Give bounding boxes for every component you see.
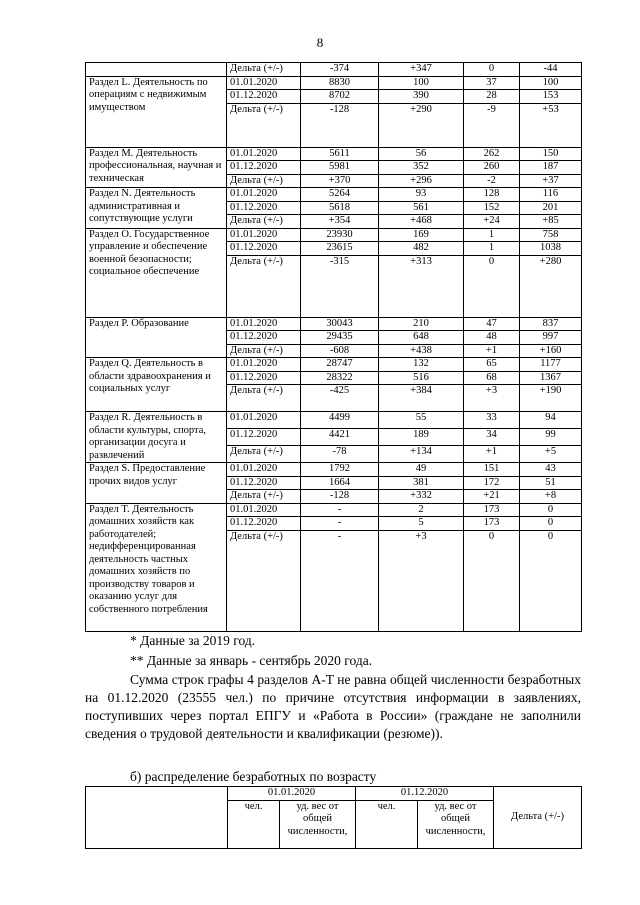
cell-value: +3 — [379, 530, 464, 631]
cell-value: +5 — [520, 446, 582, 463]
row-label: 01.12.2020 — [227, 161, 301, 175]
cell-value: 260 — [464, 161, 520, 175]
cell-value: -9 — [464, 103, 520, 147]
cell-value: -425 — [301, 385, 379, 412]
age-table-header-row — [86, 787, 582, 801]
footnote-2019: * Данные за 2019 год. — [130, 633, 256, 648]
cell-value: 29435 — [301, 331, 379, 345]
table-row — [86, 317, 582, 331]
row-label: 01.01.2020 — [227, 147, 301, 161]
footnote-jan-sep: ** Данные за январь - сентябрь 2020 года. — [130, 653, 373, 668]
cell-value: +354 — [301, 215, 379, 229]
cell-value: 5264 — [301, 188, 379, 202]
row-label: Дельта (+/-) — [227, 174, 301, 188]
cell-value: 172 — [464, 476, 520, 490]
cell-value: 65 — [464, 358, 520, 372]
table-row — [86, 412, 582, 429]
cell-value: 381 — [379, 476, 464, 490]
table-row — [86, 358, 582, 372]
row-label: Дельта (+/-) — [227, 344, 301, 358]
cell-value: +332 — [379, 490, 464, 504]
cell-value: +296 — [379, 174, 464, 188]
cell-value: 210 — [379, 317, 464, 331]
cell-value: - — [301, 530, 379, 631]
cell-value: -315 — [301, 255, 379, 317]
section-name: Раздел N. Деятельность административная и сопутствующие услуги — [86, 188, 227, 229]
row-label: 01.12.2020 — [227, 371, 301, 385]
cell-value: +347 — [379, 63, 464, 77]
row-label: 01.01.2020 — [227, 188, 301, 202]
row-label: 01.12.2020 — [227, 517, 301, 531]
row-label: 01.12.2020 — [227, 331, 301, 345]
cell-value: +1 — [464, 446, 520, 463]
row-label: 01.01.2020 — [227, 503, 301, 517]
cell-value: 51 — [520, 476, 582, 490]
cell-value: +190 — [520, 385, 582, 412]
row-label: Дельта (+/-) — [227, 103, 301, 147]
cell-value: 390 — [379, 90, 464, 104]
cell-value: -128 — [301, 103, 379, 147]
cell-value: +24 — [464, 215, 520, 229]
cell-value: 201 — [520, 201, 582, 215]
cell-value: 28 — [464, 90, 520, 104]
cell-value: +85 — [520, 215, 582, 229]
cell-value: 997 — [520, 331, 582, 345]
cell-value: 5981 — [301, 161, 379, 175]
cell-value: 48 — [464, 331, 520, 345]
table-row — [86, 188, 582, 202]
cell-value: +313 — [379, 255, 464, 317]
cell-value: 8702 — [301, 90, 379, 104]
cell-value: 837 — [520, 317, 582, 331]
section-name: Раздел L. Деятельность по операциям с недвижимым имуществом — [86, 76, 227, 147]
section-name: Раздел P. Образование — [86, 317, 227, 358]
cell-value: +134 — [379, 446, 464, 463]
cell-value: 132 — [379, 358, 464, 372]
section-name: Раздел O. Государственное управление и обеспечение военной безопасности; социальное обеспечение — [86, 228, 227, 317]
cell-value: 34 — [464, 429, 520, 446]
table-row — [86, 503, 582, 517]
row-label: 01.12.2020 — [227, 90, 301, 104]
cell-value: +160 — [520, 344, 582, 358]
cell-value: +290 — [379, 103, 464, 147]
explanation-paragraph: Сумма строк графы 4 разделов A-T не равна общей численности безработных на 01.12.2020 (23555 чел.) по причине отсутствия информации в заявлениях, поступивших через портал ЕПГУ и «Работа в России» (граждане не заполнили сведения о трудовой деятельности и квалификации (резюме)). — [85, 672, 581, 741]
section-name: Раздел S. Предоставление прочих видов услуг — [86, 463, 227, 504]
cell-value: 648 — [379, 331, 464, 345]
row-label: 01.01.2020 — [227, 463, 301, 477]
row-label: 01.01.2020 — [227, 317, 301, 331]
table-body — [86, 63, 582, 632]
cell-value: 482 — [379, 242, 464, 256]
row-label: 01.12.2020 — [227, 476, 301, 490]
cell-value: +3 — [464, 385, 520, 412]
row-label: Дельта (+/-) — [227, 63, 301, 77]
cell-value: 1792 — [301, 463, 379, 477]
cell-value: 33 — [464, 412, 520, 429]
table-row — [86, 63, 582, 77]
age-group-header — [86, 787, 228, 849]
cell-value: 23930 — [301, 228, 379, 242]
cell-value: - — [301, 503, 379, 517]
page-number: 8 — [316, 35, 324, 50]
row-label: Дельта (+/-) — [227, 530, 301, 631]
cell-value: 561 — [379, 201, 464, 215]
cell-value: 1664 — [301, 476, 379, 490]
cell-value: 47 — [464, 317, 520, 331]
cell-value: 128 — [464, 188, 520, 202]
cell-value: 150 — [520, 147, 582, 161]
cell-value: 169 — [379, 228, 464, 242]
section-name: Раздел Q. Деятельность в области здравоохранения и социальных услуг — [86, 358, 227, 412]
cell-value: +21 — [464, 490, 520, 504]
cell-value: -374 — [301, 63, 379, 77]
cell-value: 93 — [379, 188, 464, 202]
cell-value: 0 — [520, 517, 582, 531]
date2-header: 01.12.2020 — [356, 787, 494, 801]
cell-value: 28747 — [301, 358, 379, 372]
delta-header: Дельта (+/-) — [494, 787, 582, 849]
cell-value: 758 — [520, 228, 582, 242]
cell-value: 152 — [464, 201, 520, 215]
cell-value: 1 — [464, 228, 520, 242]
row-label: 01.12.2020 — [227, 201, 301, 215]
share-header: уд. вес от общей численности, — [280, 800, 356, 848]
cell-value: 5 — [379, 517, 464, 531]
cell-value: 516 — [379, 371, 464, 385]
cell-value: 2 — [379, 503, 464, 517]
cell-value: +53 — [520, 103, 582, 147]
row-label: Дельта (+/-) — [227, 385, 301, 412]
cell-value: 1038 — [520, 242, 582, 256]
table-row — [86, 76, 582, 90]
cell-value: 99 — [520, 429, 582, 446]
cell-value: +468 — [379, 215, 464, 229]
section-name: Раздел R. Деятельность в области культуры, спорта, организации досуга и развлечений — [86, 412, 227, 463]
cell-value: -128 — [301, 490, 379, 504]
cell-value: 262 — [464, 147, 520, 161]
cell-value: 8830 — [301, 76, 379, 90]
table-row — [86, 463, 582, 477]
row-label: 01.01.2020 — [227, 412, 301, 429]
cell-value: 28322 — [301, 371, 379, 385]
age-distribution-table — [85, 786, 582, 849]
cell-value: 55 — [379, 412, 464, 429]
cell-value: 0 — [520, 530, 582, 631]
cell-value: +384 — [379, 385, 464, 412]
cell-value: +370 — [301, 174, 379, 188]
cell-value: 100 — [379, 76, 464, 90]
cell-value: -608 — [301, 344, 379, 358]
cell-value: 173 — [464, 517, 520, 531]
row-label: Дельта (+/-) — [227, 215, 301, 229]
section-name: Раздел M. Деятельность профессиональная, научная и техническая — [86, 147, 227, 188]
cell-value: -2 — [464, 174, 520, 188]
table-row — [86, 228, 582, 242]
row-label: Дельта (+/-) — [227, 446, 301, 463]
age-section-heading: б) распределение безработных по возрасту — [130, 769, 377, 784]
row-label: 01.12.2020 — [227, 242, 301, 256]
cell-value: 4421 — [301, 429, 379, 446]
cell-value: 23615 — [301, 242, 379, 256]
row-label: 01.12.2020 — [227, 429, 301, 446]
cell-value: 0 — [464, 63, 520, 77]
cell-value: 30043 — [301, 317, 379, 331]
section-name: Раздел T. Деятельность домашних хозяйств как работодателей; недифференцированная деятельность частных домашних хозяйств по производству товаров и оказанию услуг для собственного потребления — [86, 503, 227, 631]
cell-value: 4499 — [301, 412, 379, 429]
row-label: 01.01.2020 — [227, 76, 301, 90]
cell-value: +37 — [520, 174, 582, 188]
cell-value: 43 — [520, 463, 582, 477]
cell-value: 151 — [464, 463, 520, 477]
people-header: чел. — [356, 800, 418, 848]
cell-value: 1367 — [520, 371, 582, 385]
people-header: чел. — [228, 800, 280, 848]
cell-value: +8 — [520, 490, 582, 504]
cell-value: 189 — [379, 429, 464, 446]
cell-value: 5611 — [301, 147, 379, 161]
cell-value: +280 — [520, 255, 582, 317]
cell-value: 68 — [464, 371, 520, 385]
cell-value: 37 — [464, 76, 520, 90]
cell-value: +1 — [464, 344, 520, 358]
cell-value: - — [301, 517, 379, 531]
cell-value: 1177 — [520, 358, 582, 372]
share-header: уд. вес от общей численности, — [418, 800, 494, 848]
cell-value: 0 — [464, 255, 520, 317]
row-label: 01.01.2020 — [227, 358, 301, 372]
cell-value: 5618 — [301, 201, 379, 215]
row-label: Дельта (+/-) — [227, 255, 301, 317]
cell-value: 153 — [520, 90, 582, 104]
cell-value: 100 — [520, 76, 582, 90]
cell-value: 187 — [520, 161, 582, 175]
unemployment-by-section-table — [85, 62, 582, 632]
cell-value: -78 — [301, 446, 379, 463]
cell-value: 94 — [520, 412, 582, 429]
cell-value: 56 — [379, 147, 464, 161]
cell-value: -44 — [520, 63, 582, 77]
date1-header: 01.01.2020 — [228, 787, 356, 801]
row-label: 01.01.2020 — [227, 228, 301, 242]
row-label: Дельта (+/-) — [227, 490, 301, 504]
cell-value: 0 — [520, 503, 582, 517]
cell-value: 352 — [379, 161, 464, 175]
section-cell — [86, 63, 227, 77]
cell-value: 173 — [464, 503, 520, 517]
cell-value: 0 — [464, 530, 520, 631]
cell-value: +438 — [379, 344, 464, 358]
cell-value: 49 — [379, 463, 464, 477]
cell-value: 116 — [520, 188, 582, 202]
cell-value: 1 — [464, 242, 520, 256]
table-row — [86, 147, 582, 161]
